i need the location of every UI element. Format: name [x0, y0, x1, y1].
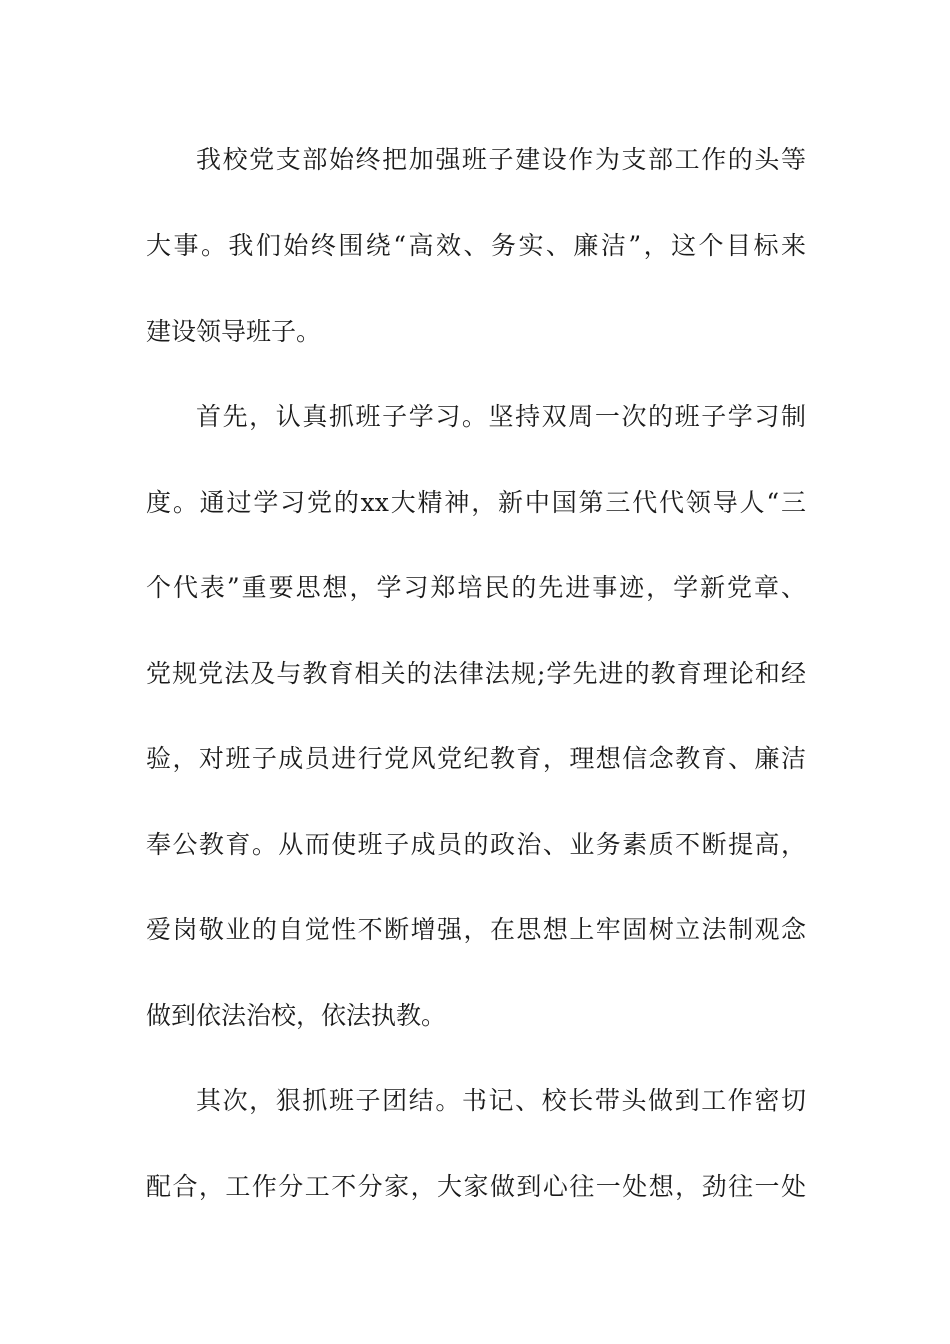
paragraph-3-line-1: 其次，狠抓班子团结。书记、校长带头做到工作密切: [196, 1086, 806, 1115]
paragraph-2-line-6: 奉公教育。从而使班子成员的政治、业务素质不断提高，: [146, 830, 806, 859]
paragraph-3-line-2: 配合，工作分工不分家，大家做到心往一处想，劲往一处: [146, 1172, 806, 1201]
paragraph-1-line-2: 大事。我们始终围绕“高效、务实、廉洁”，这个目标来: [146, 231, 806, 260]
paragraph-2-line-3: 个代表”重要思想，学习郑培民的先进事迹，学新党章、: [146, 573, 806, 602]
paragraph-2-line-2: 度。通过学习党的xx大精神，新中国第三代代领导人“三: [146, 488, 806, 517]
paragraph-1-line-3: 建设领导班子。: [146, 317, 322, 346]
paragraph-2-line-1: 首先，认真抓班子学习。坚持双周一次的班子学习制: [196, 402, 806, 431]
paragraph-2-line-4: 党规党法及与教育相关的法律法规;学先进的教育理论和经: [146, 659, 806, 688]
paragraph-1-line-1: 我校党支部始终把加强班子建设作为支部工作的头等: [196, 145, 806, 174]
paragraph-2-line-5: 验，对班子成员进行党风党纪教育，理想信念教育、廉洁: [146, 744, 806, 773]
paragraph-2-line-8: 做到依法治校，依法执教。: [146, 1001, 447, 1030]
paragraph-2-line-7: 爱岗敬业的自觉性不断增强，在思想上牢固树立法制观念: [146, 915, 806, 944]
